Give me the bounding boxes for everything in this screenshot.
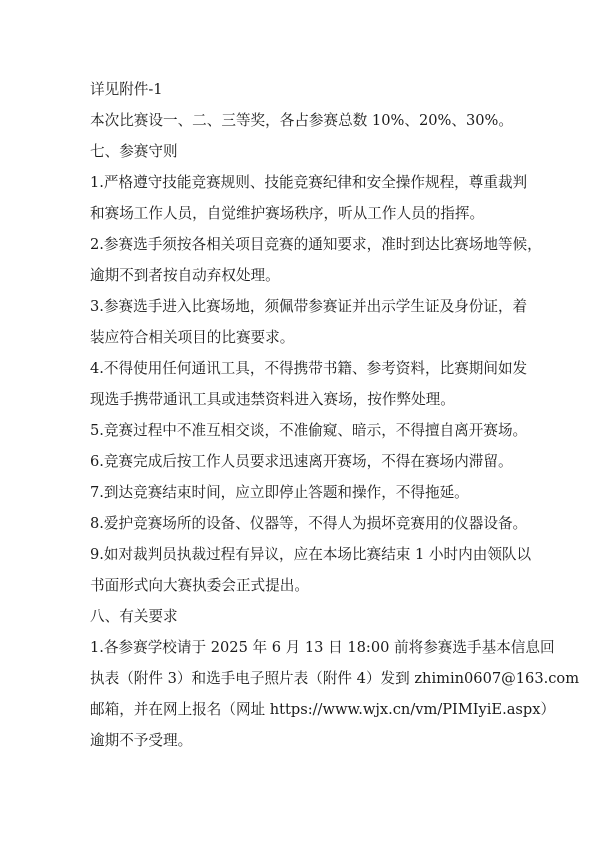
text-line: 和赛场工作人员，自觉维护赛场秩序，听从工作人员的指挥。: [90, 205, 485, 222]
text-line: 7.到达竞赛结束时间，应立即停止答题和操作，不得拖延。: [90, 484, 469, 501]
text-line: 执表（附件 3）和选手电子照片表（附件 4）发到 zhimin0607@163.com: [90, 670, 580, 687]
text-line: 详见附件-1: [90, 81, 163, 98]
text-line: 8.爱护竞赛场所的设备、仪器等，不得人为损坏竞赛用的仪器设备。: [90, 515, 528, 532]
text-line: 本次比赛设一、二、三等奖，各占参赛总数 10%、20%、30%。: [90, 112, 514, 129]
text-line: 邮箱，并在网上报名（网址 https://www.wjx.cn/vm/PIMIyiE.aspx）: [90, 701, 556, 718]
rule-item-7: [90, 477, 518, 508]
paragraph-awards: [90, 105, 518, 136]
rule-item-5: [90, 415, 528, 446]
document-body: [90, 74, 580, 756]
text-line: 装应符合相关项目的比赛要求。: [90, 329, 295, 346]
section-heading-rules: [90, 136, 518, 167]
requirement-item-1: [90, 632, 580, 756]
text-line: 七、参赛守则: [90, 143, 178, 160]
text-line: 9.如对裁判员执裁过程有异议，应在本场比赛结束 1 小时内由领队以: [90, 546, 532, 563]
text-line: 3.参赛选手进入比赛场地，须佩带参赛证并出示学生证及身份证，着: [90, 298, 528, 315]
text-line: 6.竞赛完成后按工作人员要求迅速离开赛场，不得在赛场内滞留。: [90, 453, 513, 470]
text-line: 1.各参赛学校请于 2025 年 6 月 13 日 18:00 前将参赛选手基本信息回: [90, 639, 555, 656]
text-line: 现选手携带通讯工具或违禁资料进入赛场，按作弊处理。: [90, 391, 455, 408]
paragraph-attachment-ref: [90, 74, 518, 105]
rule-item-8: [90, 508, 528, 539]
text-line: 1.严格遵守技能竞赛规则、技能竞赛纪律和安全操作规程，尊重裁判: [90, 174, 528, 191]
rule-item-4: [90, 353, 528, 415]
text-line: 逾期不到者按自动弃权处理。: [90, 267, 280, 284]
text-line: 八、有关要求: [90, 608, 178, 625]
text-line: 2.参赛选手须按各相关项目竞赛的通知要求，准时到达比赛场地等候，: [90, 236, 542, 253]
rule-item-6: [90, 446, 518, 477]
rule-item-3: [90, 291, 528, 353]
text-line: 逾期不予受理。: [90, 732, 193, 749]
rule-item-2: [90, 229, 542, 291]
text-line: 书面形式向大赛执委会正式提出。: [90, 577, 309, 594]
text-line: 5.竞赛过程中不准互相交谈，不准偷窥、暗示，不得擅自离开赛场。: [90, 422, 528, 439]
rule-item-1: [90, 167, 528, 229]
text-line: 4.不得使用任何通讯工具，不得携带书籍、参考资料，比赛期间如发: [90, 360, 528, 377]
section-heading-requirements: [90, 601, 518, 632]
rule-item-9: [90, 539, 532, 601]
